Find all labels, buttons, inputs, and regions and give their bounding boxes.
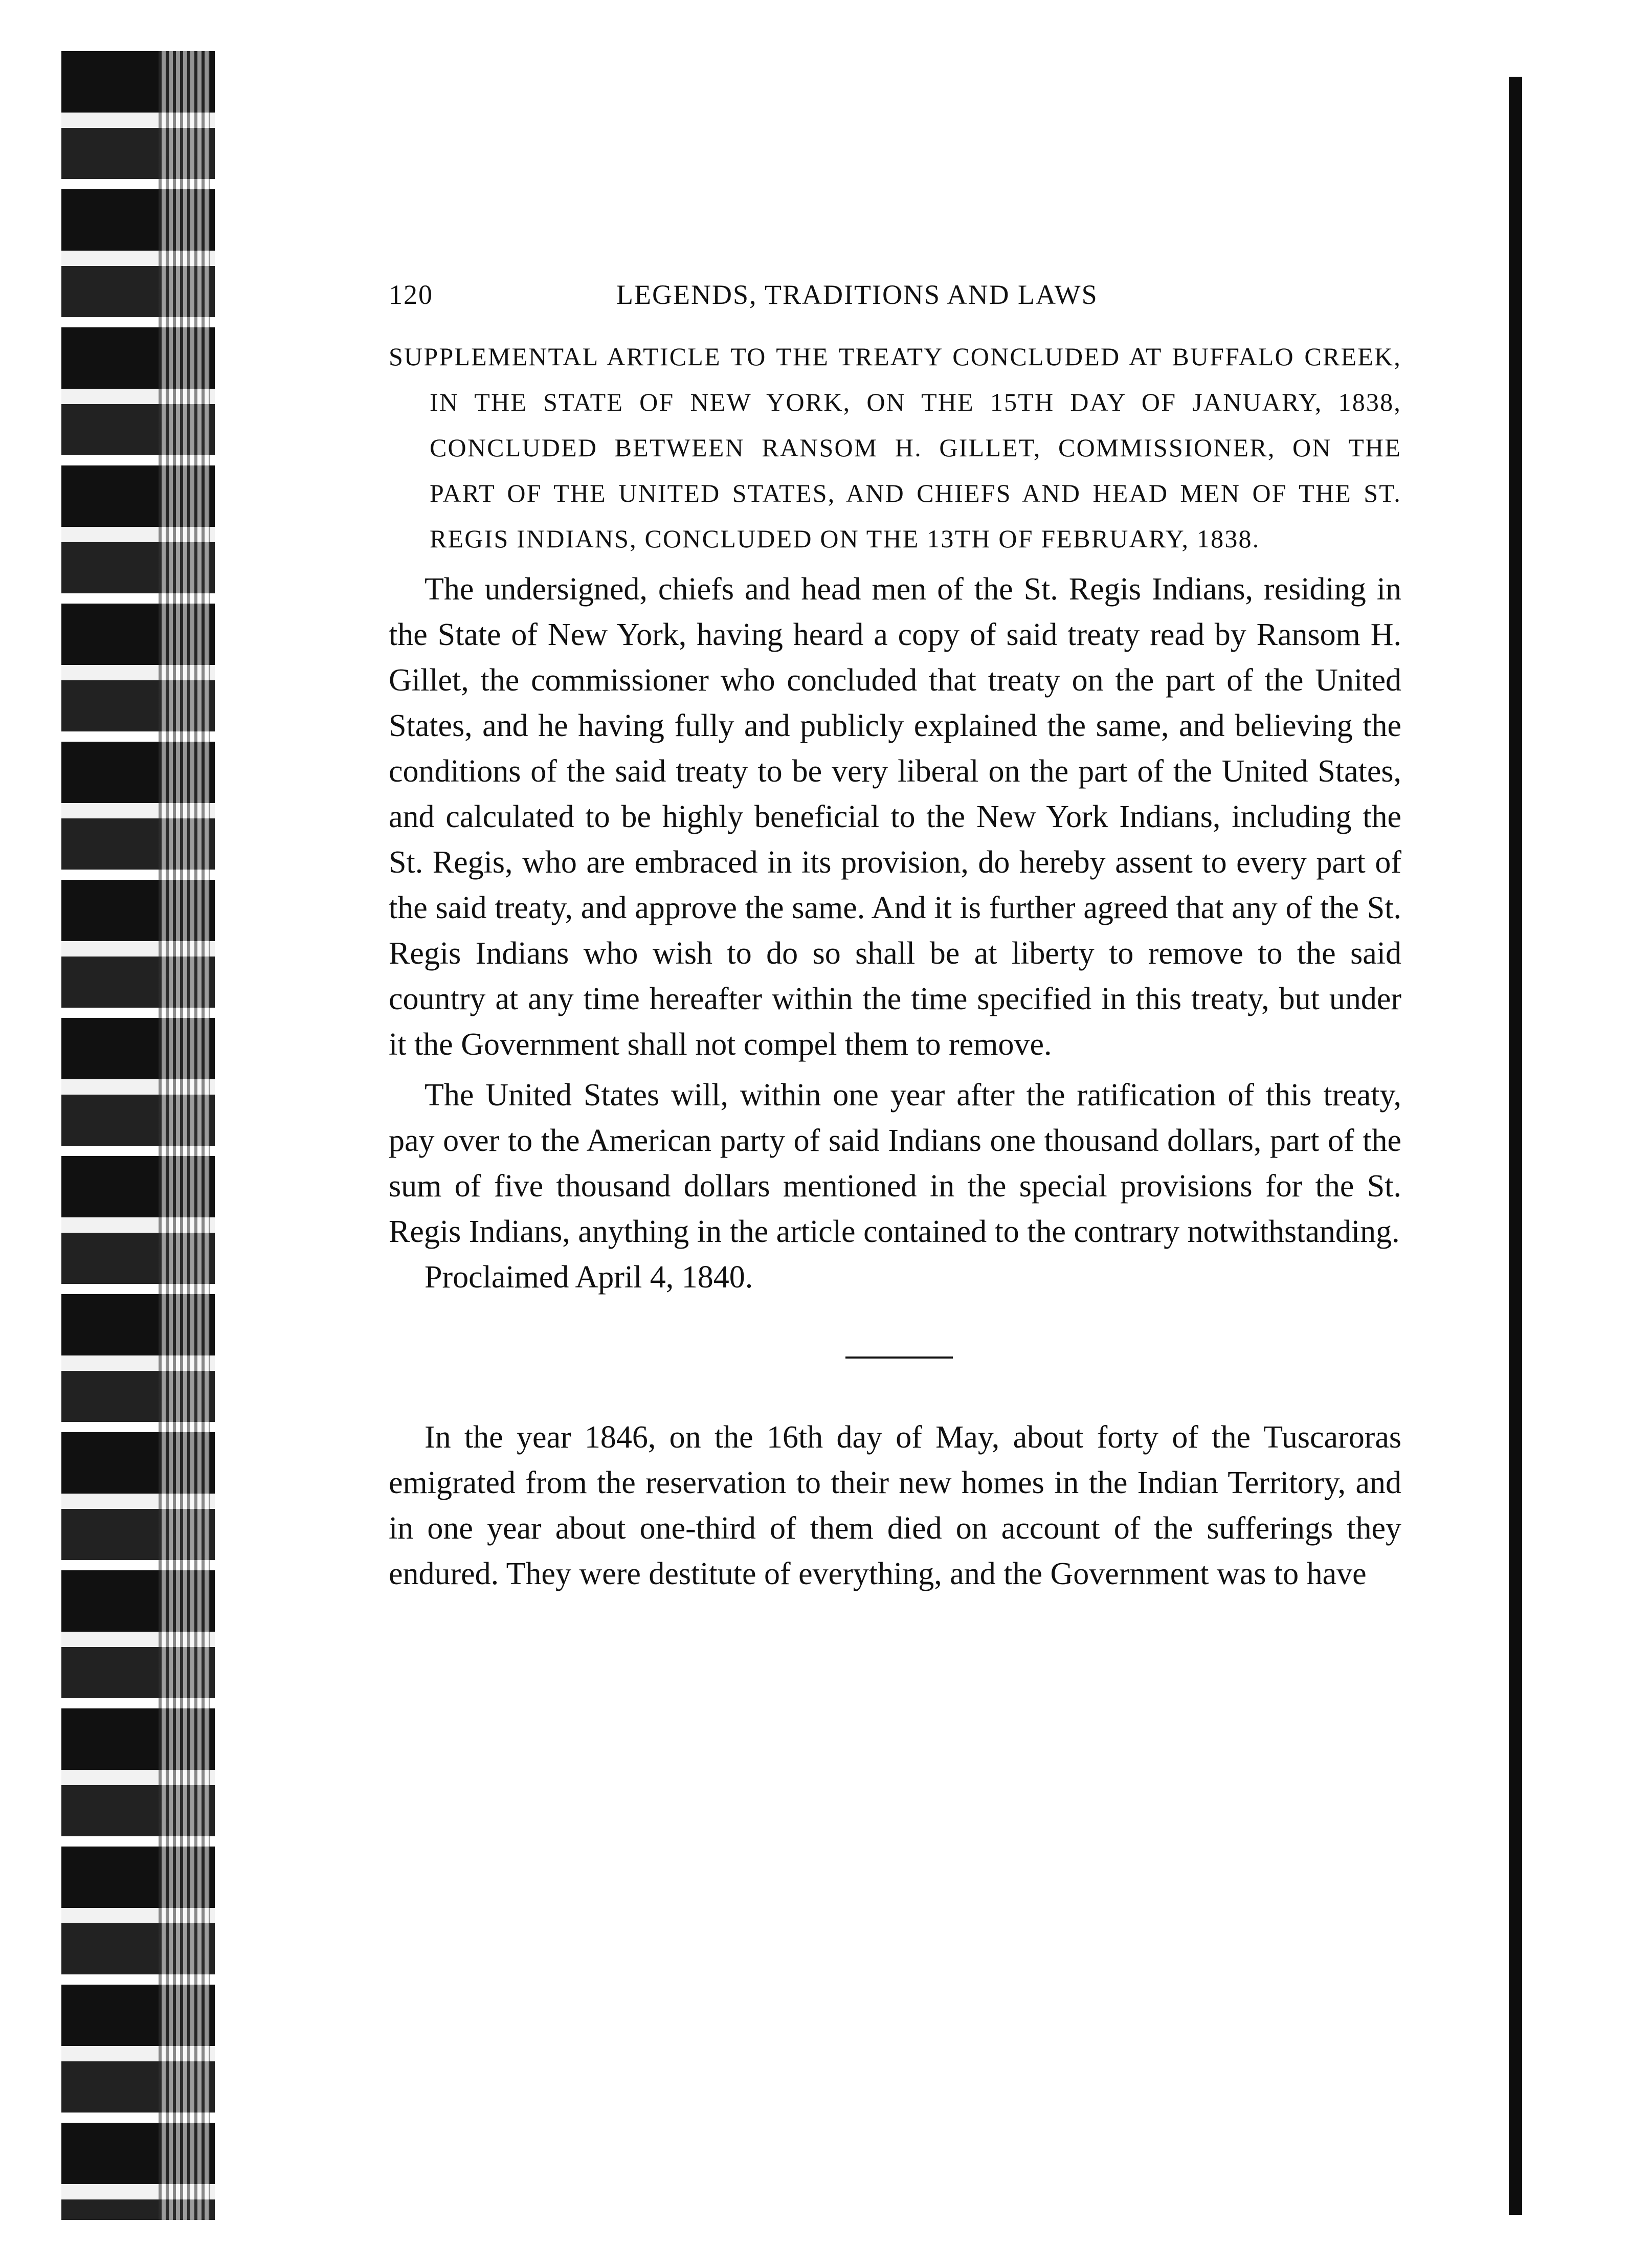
running-head: LEGENDS, TRADITIONS AND LAWS: [616, 279, 1098, 310]
paragraph-assent: The undersigned, chiefs and head men of the St. Regis Indians, residing in the State of New York, having heard a copy of said treaty read by Ransom H. Gillet, the commissioner who concluded that treaty on the part of the United States, and he having fully and publicly explained the same, and believing the conditions of the said treaty to be very liberal on the part of the United States, and calculated to be highly beneficial to the New York Indians, including the St. Regis, who are embraced in its provision, do hereby assent to every part of the said treaty, and approve the same. And it is further agreed that any of the St. Regis Indians who wish to do so shall be at liberty to remove to the said country at any time hereafter within the time specified in this treaty, but under it the Government shall not compel them to remove.: [389, 572, 1401, 1062]
section-divider: [845, 1357, 953, 1359]
page-header: [389, 279, 1401, 310]
paragraph-tuscarora-emigration: In the year 1846, on the 16th day of May, about forty of the Tuscaroras emigrated from the reservation to their new homes in the Indian Territory, and in one year about one-third of them died on account of the sufferings they endured. They were destitute of everything, and the Government was to have: [389, 1420, 1401, 1591]
article-title: SUPPLEMENTAL ARTICLE TO THE TREATY CONCLUDED AT BUFFALO CREEK, IN THE STATE OF NEW YORK, ON THE 15TH DAY OF JANUARY, 1838, CONCLUDED BETWEEN RANSOM H. GILLET, COMMISSIONER, ON THE PART OF THE UNITED STATES, AND CHIEFS AND HEAD MEN OF THE ST. REGIS INDIANS, CONCLUDED ON THE 13TH OF FEBRUARY, 1838.: [389, 342, 1401, 553]
paragraph-payment: The United States will, within one year after the ratification of this treaty, pay over to the American party of said Indians one thousand dollars, part of the sum of five thousand dollars mentioned in the special provisions for the St. Regis Indians, anything in the article contained to the contrary notwithstanding.: [389, 1078, 1401, 1249]
proclamation-date: Proclaimed April 4, 1840.: [425, 1260, 753, 1295]
scanned-page-edge-right: [1509, 77, 1522, 2215]
book-page: [389, 279, 1401, 1597]
page-number: 120: [389, 279, 433, 310]
scanned-binding-shadow: [159, 51, 210, 2220]
